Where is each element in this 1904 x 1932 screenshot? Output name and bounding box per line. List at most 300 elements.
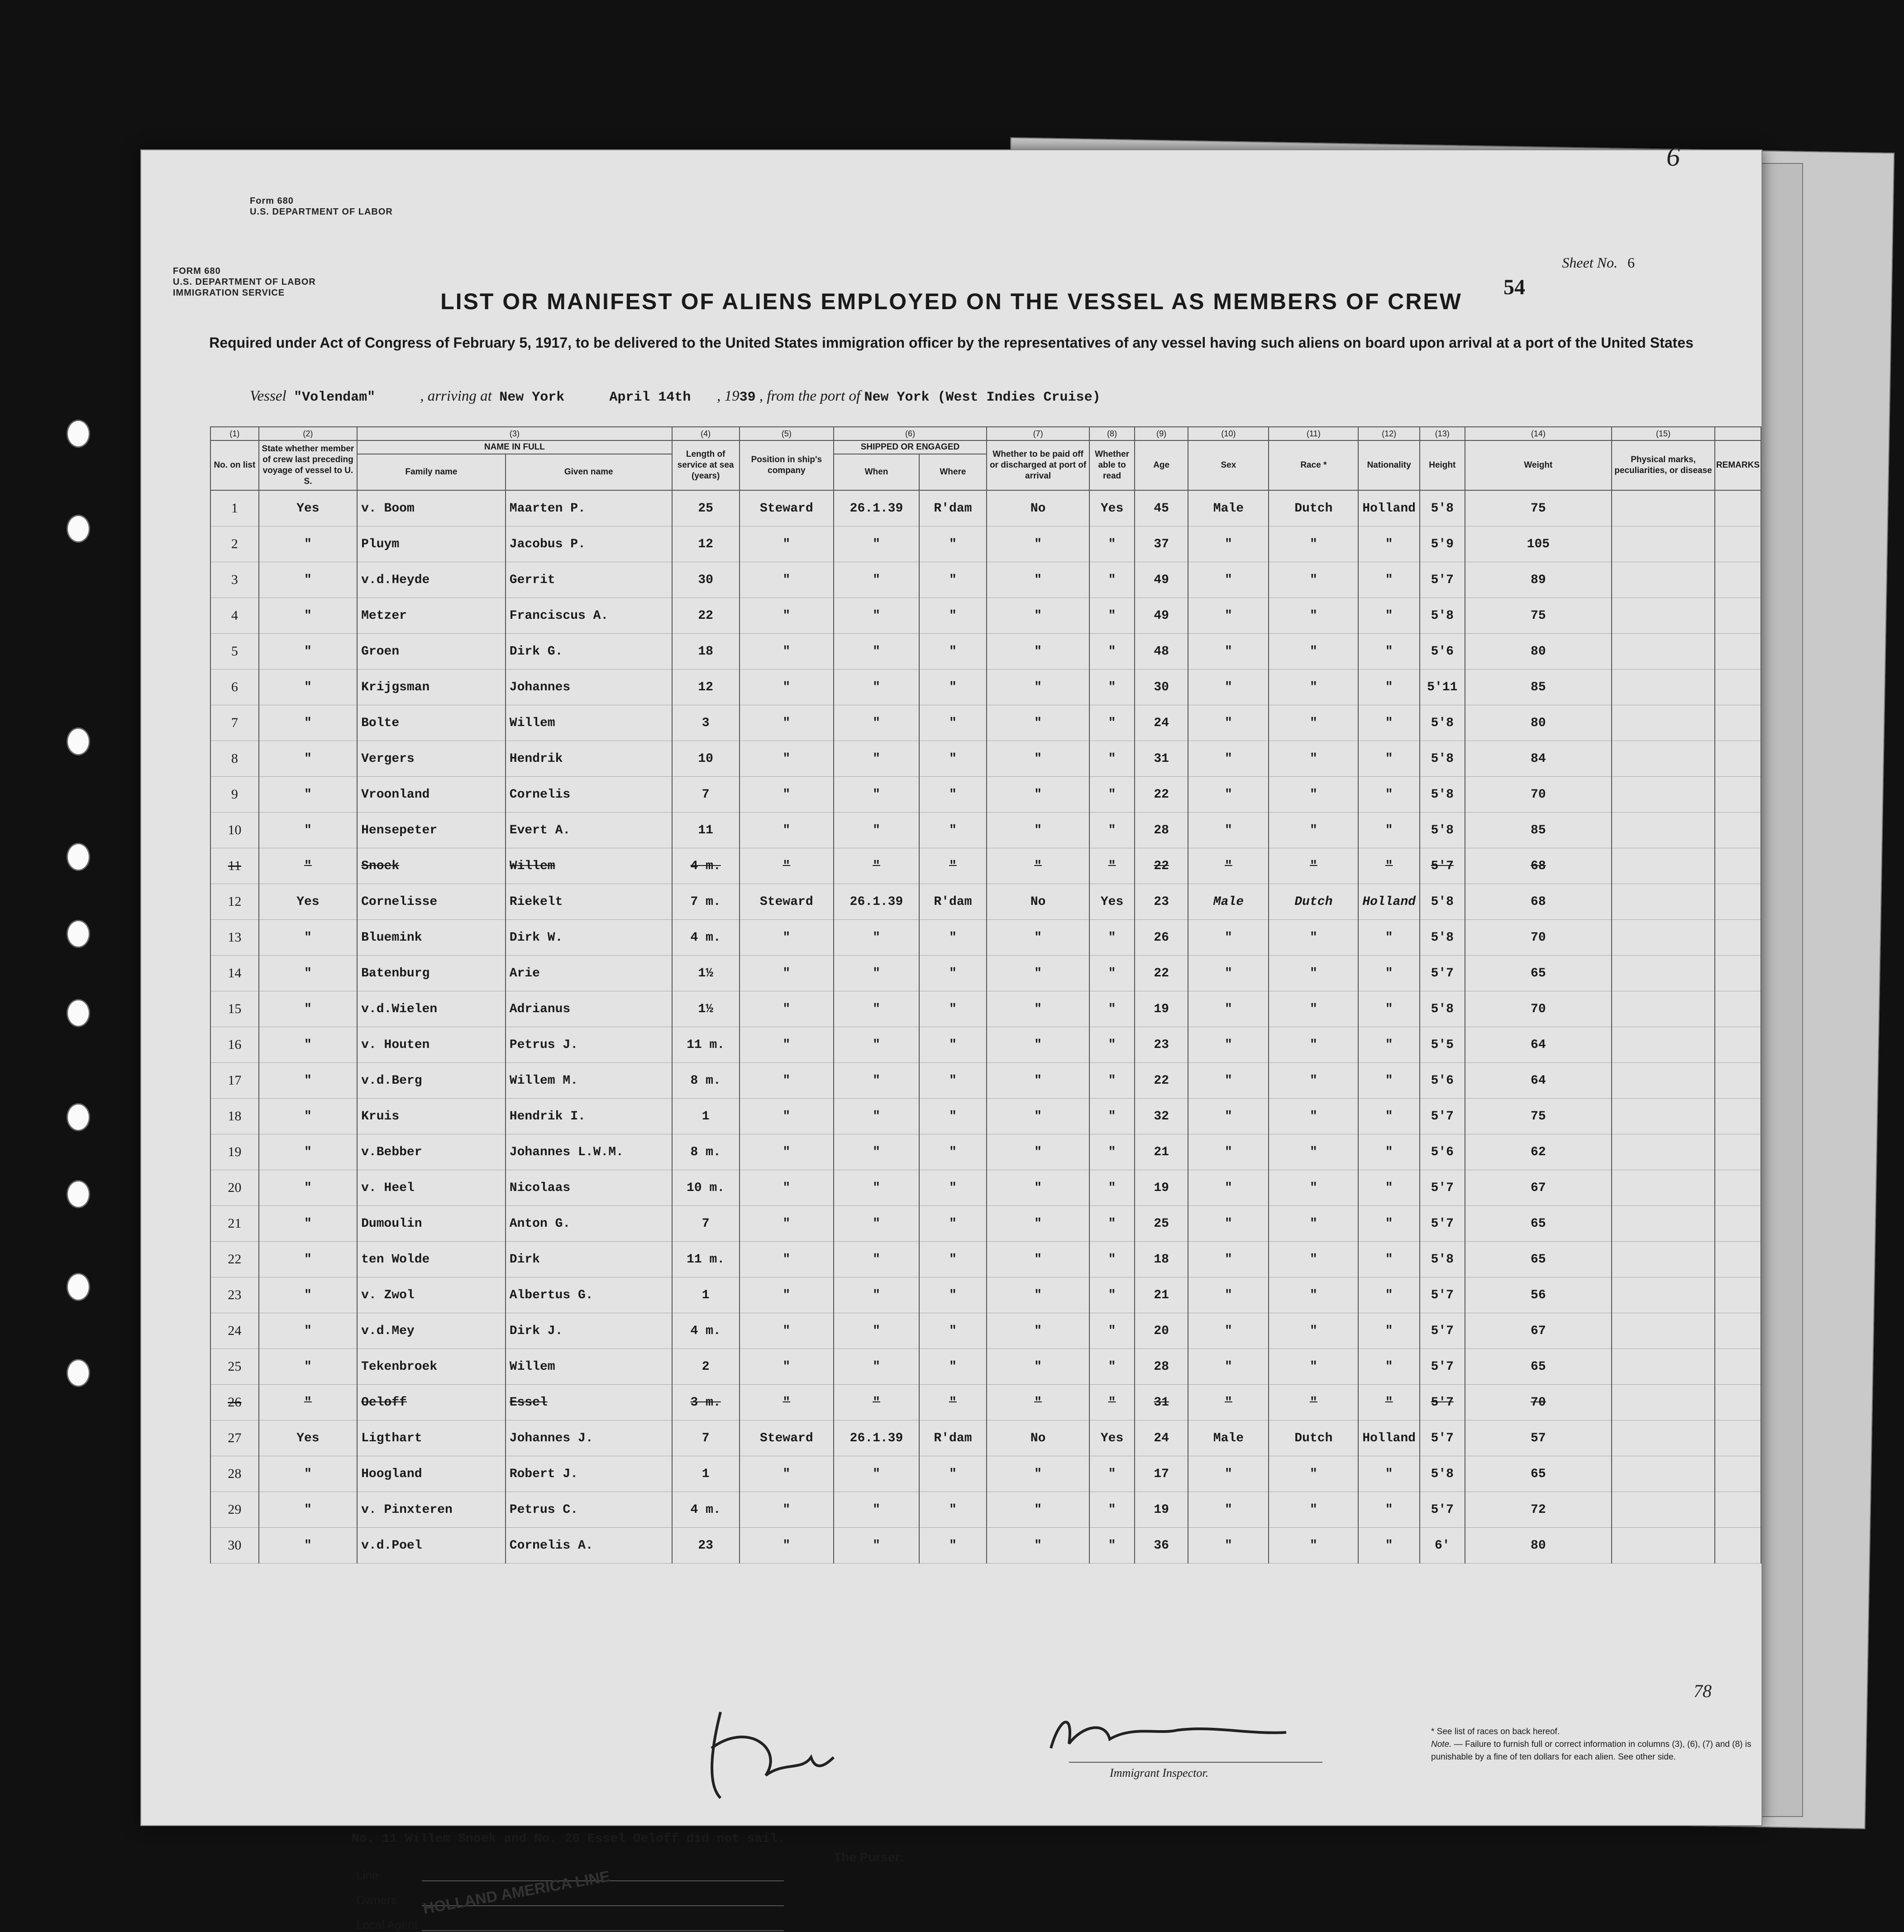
family-name: ten Wolde <box>357 1242 506 1277</box>
sex: " <box>1188 813 1269 848</box>
remarks <box>1715 1349 1761 1385</box>
weight: 62 <box>1465 1134 1612 1170</box>
row-number: 25 <box>210 1349 259 1385</box>
able-to-read: " <box>1089 956 1135 991</box>
row-number: 11 <box>210 848 259 884</box>
sheet-number: Sheet No. 6 <box>1562 254 1635 271</box>
physical-marks <box>1612 920 1715 956</box>
shipped-when: " <box>834 1170 919 1206</box>
prev-voyage: " <box>259 777 357 813</box>
service-length: 4 m. <box>672 1492 740 1528</box>
sex: " <box>1188 920 1269 956</box>
age: 22 <box>1135 848 1188 884</box>
age: 20 <box>1135 1313 1188 1349</box>
race: Dutch <box>1269 884 1358 920</box>
height: 5'9 <box>1420 526 1465 562</box>
weight: 75 <box>1465 598 1612 634</box>
header-subrow: Family name Given name When Where <box>210 454 1761 490</box>
prev-voyage: " <box>259 1492 357 1528</box>
given-name: Dirk G. <box>506 634 672 670</box>
shipped-where: " <box>919 670 987 705</box>
remarks <box>1715 490 1761 526</box>
row-number: 29 <box>210 1492 259 1528</box>
service-length: 11 <box>672 813 740 848</box>
position: " <box>740 848 834 884</box>
shipped-when: " <box>834 670 919 705</box>
binder-hole <box>67 515 90 543</box>
able-to-read: " <box>1089 1456 1135 1492</box>
able-to-read: " <box>1089 634 1135 670</box>
position: " <box>740 741 834 777</box>
shipped-where: R'dam <box>919 884 987 920</box>
given-name: Petrus C. <box>506 1492 672 1528</box>
height: 5'5 <box>1420 1027 1465 1063</box>
row-number: 2 <box>210 526 259 562</box>
given-name: Johannes J. <box>506 1420 672 1456</box>
able-to-read: " <box>1089 741 1135 777</box>
family-name: v. Heel <box>357 1170 506 1206</box>
table-row <box>210 991 1761 1027</box>
given-name: Dirk <box>506 1242 672 1277</box>
table-row <box>210 741 1761 777</box>
prev-voyage: " <box>259 920 357 956</box>
prev-voyage: Yes <box>259 490 357 526</box>
row-number: 21 <box>210 1206 259 1242</box>
prev-voyage: " <box>259 1528 357 1564</box>
physical-marks <box>1612 1242 1715 1277</box>
height: 5'7 <box>1420 1385 1465 1420</box>
position: " <box>740 1528 834 1564</box>
shipped-when: " <box>834 956 919 991</box>
nationality: " <box>1358 1170 1420 1206</box>
position: " <box>740 956 834 991</box>
sex: " <box>1188 598 1269 634</box>
remarks <box>1715 1456 1761 1492</box>
able-to-read: " <box>1089 848 1135 884</box>
age: 21 <box>1135 1134 1188 1170</box>
age: 19 <box>1135 1492 1188 1528</box>
nationality: Holland <box>1358 884 1420 920</box>
family-name: Krijgsman <box>357 670 506 705</box>
remarks <box>1715 991 1761 1027</box>
weight: 84 <box>1465 741 1612 777</box>
shipped-where: " <box>919 1528 987 1564</box>
shipped-where: " <box>919 705 987 741</box>
given-name: Franciscus A. <box>506 598 672 634</box>
shipped-when: " <box>834 705 919 741</box>
age: 24 <box>1135 705 1188 741</box>
physical-marks <box>1612 1313 1715 1349</box>
paid-off: " <box>987 634 1089 670</box>
sex: " <box>1188 1277 1269 1313</box>
weight: 57 <box>1465 1420 1612 1456</box>
binder-hole <box>67 727 90 756</box>
given-name: Hendrik I. <box>506 1099 672 1134</box>
position: Steward <box>740 1420 834 1456</box>
remarks <box>1715 1027 1761 1063</box>
sex: " <box>1188 1349 1269 1385</box>
remarks <box>1715 1420 1761 1456</box>
able-to-read: " <box>1089 1277 1135 1313</box>
race: " <box>1269 1099 1358 1134</box>
remarks <box>1715 1170 1761 1206</box>
prev-voyage: " <box>259 1206 357 1242</box>
able-to-read: " <box>1089 598 1135 634</box>
paid-off: " <box>987 813 1089 848</box>
corner-mark: 6 <box>1666 142 1680 172</box>
given-name: Arie <box>506 956 672 991</box>
table-row <box>210 884 1761 920</box>
shipped-when: " <box>834 848 919 884</box>
race: " <box>1269 1528 1358 1564</box>
table-row <box>210 634 1761 670</box>
able-to-read: " <box>1089 777 1135 813</box>
table-row <box>210 598 1761 634</box>
corner-mark-bottom: 78 <box>1694 1681 1712 1701</box>
age: 31 <box>1135 1385 1188 1420</box>
nationality: " <box>1358 1099 1420 1134</box>
position: Steward <box>740 884 834 920</box>
age: 36 <box>1135 1528 1188 1564</box>
physical-marks <box>1612 526 1715 562</box>
position: " <box>740 1027 834 1063</box>
shipped-when: " <box>834 991 919 1027</box>
age: 22 <box>1135 777 1188 813</box>
height: 5'7 <box>1420 1420 1465 1456</box>
voyage-line: Vessel "Volendam" , arriving at New York April 14th , 1939 , from the port of New York (West Indies Cruise) <box>250 388 1101 405</box>
shipped-when: " <box>834 1277 919 1313</box>
remarks <box>1715 1313 1761 1349</box>
row-number: 13 <box>210 920 259 956</box>
given-name: Robert J. <box>506 1456 672 1492</box>
age: 32 <box>1135 1099 1188 1134</box>
nationality: " <box>1358 1206 1420 1242</box>
race: Dutch <box>1269 490 1358 526</box>
weight: 65 <box>1465 1242 1612 1277</box>
table-row <box>210 920 1761 956</box>
purser-label: The Purser: <box>834 1850 904 1864</box>
sex: " <box>1188 526 1269 562</box>
given-name: Cornelis A. <box>506 1528 672 1564</box>
table-row <box>210 1313 1761 1349</box>
row-number: 9 <box>210 777 259 813</box>
weight: 67 <box>1465 1170 1612 1206</box>
prev-voyage: " <box>259 1170 357 1206</box>
nationality: " <box>1358 920 1420 956</box>
given-name: Gerrit <box>506 562 672 598</box>
nationality: " <box>1358 634 1420 670</box>
table-row <box>210 526 1761 562</box>
shipped-when: " <box>834 1313 919 1349</box>
shipped-where: R'dam <box>919 1420 987 1456</box>
position: " <box>740 1134 834 1170</box>
position: " <box>740 634 834 670</box>
height: 5'7 <box>1420 1099 1465 1134</box>
shipped-when: " <box>834 1385 919 1420</box>
service-length: 11 m. <box>672 1027 740 1063</box>
prev-voyage: " <box>259 1456 357 1492</box>
height: 5'8 <box>1420 777 1465 813</box>
shipped-where: " <box>919 1170 987 1206</box>
nationality: " <box>1358 705 1420 741</box>
physical-marks <box>1612 1170 1715 1206</box>
manifest-page <box>140 142 1762 1932</box>
given-name: Maarten P. <box>506 490 672 526</box>
physical-marks <box>1612 1206 1715 1242</box>
given-name: Jacobus P. <box>506 526 672 562</box>
row-number: 28 <box>210 1456 259 1492</box>
paid-off: " <box>987 526 1089 562</box>
nationality: " <box>1358 991 1420 1027</box>
shipped-when: " <box>834 1206 919 1242</box>
table-row <box>210 1170 1761 1206</box>
table-row <box>210 1492 1761 1528</box>
paid-off: " <box>987 1063 1089 1099</box>
age: 49 <box>1135 598 1188 634</box>
table-row <box>210 1420 1761 1456</box>
shipped-where: " <box>919 991 987 1027</box>
shipped-when: " <box>834 1242 919 1277</box>
shipped-when: " <box>834 920 919 956</box>
back-form-id: Form 680 U.S. DEPARTMENT OF LABOR <box>250 196 393 217</box>
physical-marks <box>1612 1099 1715 1134</box>
height: 6' <box>1420 1528 1465 1564</box>
position: " <box>740 526 834 562</box>
sex: " <box>1188 634 1269 670</box>
prev-voyage: " <box>259 991 357 1027</box>
prev-voyage: " <box>259 1134 357 1170</box>
weight: 70 <box>1465 777 1612 813</box>
position: " <box>740 813 834 848</box>
race: " <box>1269 1492 1358 1528</box>
age: 18 <box>1135 1242 1188 1277</box>
binder-hole <box>67 1273 90 1301</box>
height: 5'8 <box>1420 1456 1465 1492</box>
service-length: 10 <box>672 741 740 777</box>
family-name: Oeloff <box>357 1385 506 1420</box>
line-label: Line <box>356 1868 379 1882</box>
physical-marks <box>1612 741 1715 777</box>
prev-voyage: " <box>259 526 357 562</box>
binder-hole <box>67 420 90 448</box>
physical-marks <box>1612 634 1715 670</box>
row-number: 26 <box>210 1385 259 1420</box>
service-length: 1 <box>672 1099 740 1134</box>
position: " <box>740 1063 834 1099</box>
remarks <box>1715 920 1761 956</box>
paid-off: " <box>987 1528 1089 1564</box>
family-name: Cornelisse <box>357 884 506 920</box>
remarks <box>1715 1242 1761 1277</box>
nationality: " <box>1358 526 1420 562</box>
shipped-where: " <box>919 813 987 848</box>
able-to-read: " <box>1089 1206 1135 1242</box>
nationality: " <box>1358 1349 1420 1385</box>
family-name: Dumoulin <box>357 1206 506 1242</box>
form-id: FORM 680 U.S. DEPARTMENT OF LABOR IMMIGRATION SERVICE <box>173 266 316 298</box>
sex: " <box>1188 1242 1269 1277</box>
able-to-read: " <box>1089 1349 1135 1385</box>
service-length: 7 <box>672 1420 740 1456</box>
paid-off: " <box>987 1277 1089 1313</box>
race: " <box>1269 598 1358 634</box>
age: 17 <box>1135 1456 1188 1492</box>
paid-off: " <box>987 1492 1089 1528</box>
nationality: " <box>1358 741 1420 777</box>
able-to-read: " <box>1089 1313 1135 1349</box>
position: " <box>740 1313 834 1349</box>
paid-off: " <box>987 562 1089 598</box>
race: " <box>1269 670 1358 705</box>
prev-voyage: " <box>259 1099 357 1134</box>
row-number: 17 <box>210 1063 259 1099</box>
sex: " <box>1188 1099 1269 1134</box>
row-number: 4 <box>210 598 259 634</box>
height: 5'7 <box>1420 956 1465 991</box>
physical-marks <box>1612 884 1715 920</box>
service-length: 7 m. <box>672 884 740 920</box>
shipped-when: " <box>834 777 919 813</box>
height: 5'7 <box>1420 1492 1465 1528</box>
vessel-name: "Volendam" <box>294 390 376 405</box>
age: 19 <box>1135 991 1188 1027</box>
shipped-when: " <box>834 1456 919 1492</box>
given-name: Nicolaas <box>506 1170 672 1206</box>
paid-off: " <box>987 1099 1089 1134</box>
footnotes: * See list of races on back hereof. Note. — Failure to furnish full or correct information in columns (3), (6), (7) and (8) is punishable by a fine of ten dollars for each alien. See other side. <box>1431 1727 1751 1762</box>
given-name: Petrus J. <box>506 1027 672 1063</box>
binder-hole <box>67 920 90 948</box>
position: " <box>740 1099 834 1134</box>
row-number: 6 <box>210 670 259 705</box>
sex: " <box>1188 1528 1269 1564</box>
paid-off: " <box>987 956 1089 991</box>
height: 5'7 <box>1420 848 1465 884</box>
race: " <box>1269 1242 1358 1277</box>
race: " <box>1269 813 1358 848</box>
able-to-read: " <box>1089 991 1135 1027</box>
service-length: 4 m. <box>672 920 740 956</box>
local-agent-label: Local Agent <box>356 1918 418 1932</box>
family-name: v.d.Berg <box>357 1063 506 1099</box>
remarks <box>1715 777 1761 813</box>
prev-voyage: " <box>259 1349 357 1385</box>
shipped-where: " <box>919 777 987 813</box>
sex: Male <box>1188 1420 1269 1456</box>
service-length: 11 m. <box>672 1242 740 1277</box>
page-number: 54 <box>1503 275 1525 299</box>
prev-voyage: " <box>259 848 357 884</box>
paid-off: " <box>987 777 1089 813</box>
paid-off: " <box>987 1242 1089 1277</box>
height: 5'8 <box>1420 1242 1465 1277</box>
row-number: 23 <box>210 1277 259 1313</box>
remarks <box>1715 1385 1761 1420</box>
service-length: 1½ <box>672 956 740 991</box>
inspector-signature <box>1042 1707 1295 1762</box>
paid-off: " <box>987 741 1089 777</box>
shipped-where: " <box>919 1385 987 1420</box>
sex: " <box>1188 1206 1269 1242</box>
table-row <box>210 670 1761 705</box>
table-row <box>210 1385 1761 1420</box>
shipped-when: " <box>834 1134 919 1170</box>
row-number: 12 <box>210 884 259 920</box>
arrival-date: April 14th <box>609 390 691 405</box>
service-length: 10 m. <box>672 1170 740 1206</box>
table-row <box>210 777 1761 813</box>
weight: 65 <box>1465 1206 1612 1242</box>
owners-label: Owners <box>356 1893 397 1907</box>
given-name: Johannes L.W.M. <box>506 1134 672 1170</box>
prev-voyage: " <box>259 1277 357 1313</box>
shipped-where: " <box>919 562 987 598</box>
inspector-label: Immigrant Inspector. <box>1110 1766 1209 1779</box>
shipped-where: " <box>919 1349 987 1385</box>
family-name: Hensepeter <box>357 813 506 848</box>
height: 5'7 <box>1420 1277 1465 1313</box>
table-row <box>210 848 1761 884</box>
nationality: " <box>1358 1492 1420 1528</box>
age: 28 <box>1135 1349 1188 1385</box>
given-name: Evert A. <box>506 813 672 848</box>
weight: 68 <box>1465 884 1612 920</box>
age: 22 <box>1135 956 1188 991</box>
nationality: " <box>1358 813 1420 848</box>
shipped-when: " <box>834 1027 919 1063</box>
position: " <box>740 920 834 956</box>
paid-off: " <box>987 1027 1089 1063</box>
given-name: Dirk J. <box>506 1313 672 1349</box>
given-name: Cornelis <box>506 777 672 813</box>
able-to-read: " <box>1089 1099 1135 1134</box>
race: " <box>1269 956 1358 991</box>
able-to-read: " <box>1089 1385 1135 1420</box>
sex: " <box>1188 956 1269 991</box>
shipped-where: " <box>919 1027 987 1063</box>
sex: " <box>1188 562 1269 598</box>
given-name: Albertus G. <box>506 1277 672 1313</box>
prev-voyage: " <box>259 741 357 777</box>
family-name: Metzer <box>357 598 506 634</box>
physical-marks <box>1612 956 1715 991</box>
given-name: Willem <box>506 848 672 884</box>
row-number: 8 <box>210 741 259 777</box>
shipped-where: " <box>919 634 987 670</box>
weight: 85 <box>1465 813 1612 848</box>
position: Steward <box>740 490 834 526</box>
row-number: 10 <box>210 813 259 848</box>
position: " <box>740 777 834 813</box>
binder-hole <box>67 1180 90 1208</box>
given-name: Dirk W. <box>506 920 672 956</box>
nationality: " <box>1358 598 1420 634</box>
remarks <box>1715 741 1761 777</box>
weight: 70 <box>1465 920 1612 956</box>
height: 5'7 <box>1420 1313 1465 1349</box>
table-row <box>210 1134 1761 1170</box>
remarks <box>1715 1492 1761 1528</box>
shipped-when: " <box>834 1349 919 1385</box>
physical-marks <box>1612 1349 1715 1385</box>
nationality: " <box>1358 1528 1420 1564</box>
service-length: 3 m. <box>672 1385 740 1420</box>
able-to-read: " <box>1089 1528 1135 1564</box>
local-agent-field <box>422 1930 784 1931</box>
age: 28 <box>1135 813 1188 848</box>
prev-voyage: " <box>259 813 357 848</box>
paid-off: " <box>987 1456 1089 1492</box>
